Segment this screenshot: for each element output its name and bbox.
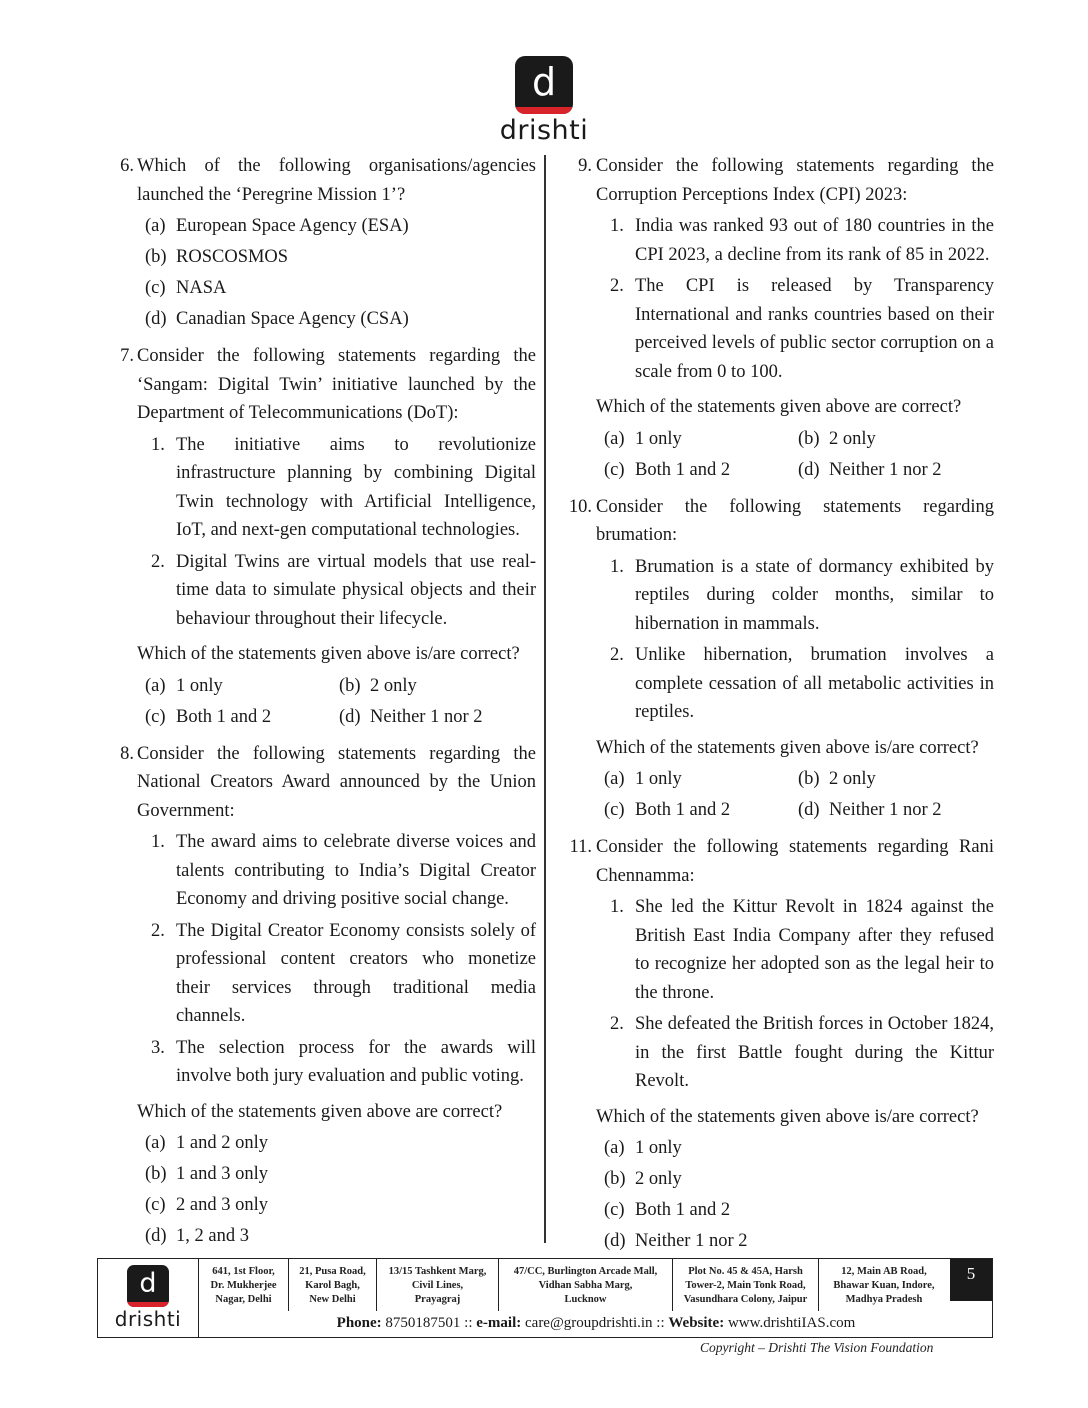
question-7 — [108, 342, 536, 733]
option-c: (c) Both 1 and 2 — [145, 706, 272, 727]
statement-1: 1. She led the Kittur Revolt in 1824 against the British East India Company after they refused to recognize her adopted son as the legal heir to the throne. — [610, 897, 994, 1003]
question-prompt: Which of the statements given above is/are correct? — [137, 644, 520, 664]
options-list — [137, 211, 536, 335]
options-grid — [596, 424, 994, 486]
question-prompt: Which of the statements given above is/are correct? — [596, 1106, 979, 1127]
question-number: 10. — [568, 496, 592, 517]
statement-2: 2. The Digital Creator Economy consists solely of professional content creators who monetize their services through traditional media channels. — [151, 920, 536, 1026]
question-text: Consider the following statements regarding Rani Chennamma: — [596, 837, 994, 886]
header-logo — [496, 56, 592, 146]
option-a: (a) 1 only — [604, 1138, 682, 1158]
question-prompt: Which of the statements given above are correct? — [137, 1101, 503, 1122]
options-grid — [596, 764, 994, 826]
address-indore: 12, Main AB Road, Bhawar Kuan, Indore, Madhya Pradesh — [833, 1266, 935, 1305]
option-a: (a) European Space Agency (ESA) — [145, 216, 409, 236]
statements-list — [596, 893, 994, 1096]
statement-2: 2. She defeated the British forces in October 1824, in the first Battle fought during the Kittur Revolt. — [610, 1014, 994, 1091]
statement-1: 1. India was ranked 93 out of 180 countries in the CPI 2023, a decline from its rank of 85 in 2022. — [610, 216, 994, 265]
statements-list — [596, 553, 994, 727]
statement-1: 1. The initiative aims to revolutionize infrastructure planning by combining Digital Twin technology with Artificial Intelligence, IoT, and next-gen computational technologies. — [151, 434, 536, 540]
address-delhi-mukherjee: 641, 1st Floor, Dr. Mukherjee Nagar, Delhi — [199, 1259, 289, 1311]
option-b: (b) 2 only — [798, 428, 876, 449]
option-c: (c) Both 1 and 2 — [604, 459, 731, 480]
logo-letter: d — [531, 60, 557, 104]
address-jaipur: Plot No. 45 & 45A, Harsh Tower-2, Main Tonk Road, Vasundhara Colony, Jaipur — [673, 1259, 819, 1311]
option-a: (a) 1 only — [604, 769, 682, 789]
logo-text: drishti — [114, 1307, 182, 1331]
page-footer — [97, 1258, 993, 1338]
statements-list — [596, 212, 994, 386]
address-prayagraj: 13/15 Tashkent Marg, Civil Lines, Prayagraj — [377, 1259, 499, 1311]
statement-1: 1. The award aims to celebrate diverse voices and talents contributing to India’s Digital Creator Economy and driving positive social change. — [151, 832, 536, 909]
drishti-logo-icon — [127, 1265, 169, 1307]
option-b: (b) ROSCOSMOS — [145, 247, 289, 267]
option-d: (d) 1, 2 and 3 — [145, 1226, 249, 1246]
question-number: 6. — [120, 156, 134, 176]
question-text: Consider the following statements regarding brumation: — [596, 496, 994, 545]
question-number: 7. — [120, 346, 134, 366]
question-prompt: Which of the statements given above are correct? — [596, 397, 962, 417]
option-d: (d) Neither 1 nor 2 — [798, 800, 942, 820]
statements-list — [137, 828, 536, 1091]
statement-1: 1. Brumation is a state of dormancy exhibited by reptiles during colder months, similar to hibernation in mammals. — [610, 556, 994, 634]
option-d: (d) Canadian Space Agency (CSA) — [145, 309, 409, 329]
copyright-text: Copyright – Drishti The Vision Foundation — [700, 1340, 934, 1355]
page-number: 5 — [950, 1259, 992, 1301]
column-divider — [544, 155, 546, 1243]
option-b: (b) 2 only — [339, 675, 417, 696]
right-column — [558, 152, 994, 1264]
address-row — [199, 1259, 1049, 1311]
footer-logo — [98, 1259, 199, 1337]
option-c: (c) NASA — [145, 278, 227, 298]
question-number: 11. — [569, 837, 592, 857]
option-a: (a) 1 only — [604, 428, 682, 449]
logo-text: drishti — [499, 115, 589, 146]
statements-list — [137, 431, 536, 634]
option-d: (d) Neither 1 nor 2 — [339, 706, 483, 727]
option-a: (a) 1 only — [145, 675, 223, 696]
statement-3: 3. The selection process for the awards will involve both jury evaluation and public voting. — [151, 1037, 536, 1086]
question-text: Consider the following statements regarding the National Creators Award announced by the Union Government: — [137, 743, 536, 821]
question-number: 8. — [120, 743, 134, 764]
left-column — [108, 152, 536, 1259]
option-a: (a) 1 and 2 only — [145, 1133, 268, 1153]
statement-2: 2. Unlike hibernation, brumation involves a complete cessation of all metabolic activities in reptiles. — [610, 645, 994, 722]
option-c: (c) 2 and 3 only — [145, 1195, 268, 1215]
logo-letter: d — [139, 1268, 157, 1299]
option-d: (d) Neither 1 nor 2 — [604, 1231, 748, 1251]
website-link[interactable]: www.drishtiIAS.com — [727, 1315, 856, 1331]
email-link[interactable]: care@groupdrishti.in — [525, 1315, 653, 1331]
option-b: (b) 2 only — [604, 1169, 682, 1189]
question-prompt: Which of the statements given above is/are correct? — [596, 737, 979, 758]
options-list — [596, 1133, 994, 1257]
question-text: Consider the following statements regarding the Corruption Perceptions Index (CPI) 2023: — [596, 156, 994, 205]
option-c: (c) Both 1 and 2 — [604, 800, 731, 820]
drishti-logo-icon — [515, 56, 573, 114]
question-10 — [558, 493, 994, 827]
question-number: 9. — [578, 156, 592, 176]
question-text: Consider the following statements regarding the ‘Sangam: Digital Twin’ initiative launched by the Department of Telecommunications (DoT): — [137, 346, 536, 423]
options-list — [137, 1128, 536, 1252]
option-c: (c) Both 1 and 2 — [604, 1200, 731, 1220]
question-9 — [558, 152, 994, 486]
option-b: (b) 1 and 3 only — [145, 1164, 268, 1184]
options-grid — [137, 671, 536, 733]
question-6 — [108, 152, 536, 335]
address-lucknow: 47/CC, Burlington Arcade Mall, Vidhan Sabha Marg, Lucknow — [499, 1259, 673, 1311]
question-8 — [108, 740, 536, 1253]
question-11 — [558, 833, 994, 1257]
address-karol-bagh: 21, Pusa Road, Karol Bagh, New Delhi — [289, 1259, 377, 1311]
contact-line: Phone: 8750187501 :: e-mail: care@groupdrishti.in :: Website: www.drishtiIAS.com — [336, 1315, 856, 1331]
option-d: (d) Neither 1 nor 2 — [798, 459, 942, 480]
statement-2: 2. The CPI is released by Transparency International and ranks countries based on their perceived levels of public sector corruption on a scale from 0 to 100. — [610, 276, 994, 382]
question-text: Which of the following organisations/agencies launched the ‘Peregrine Mission 1’? — [137, 156, 536, 205]
statement-2: 2. Digital Twins are virtual models that use real-time data to simulate physical objects and their behaviour throughout their lifecycle. — [151, 551, 536, 629]
option-b: (b) 2 only — [798, 769, 876, 789]
